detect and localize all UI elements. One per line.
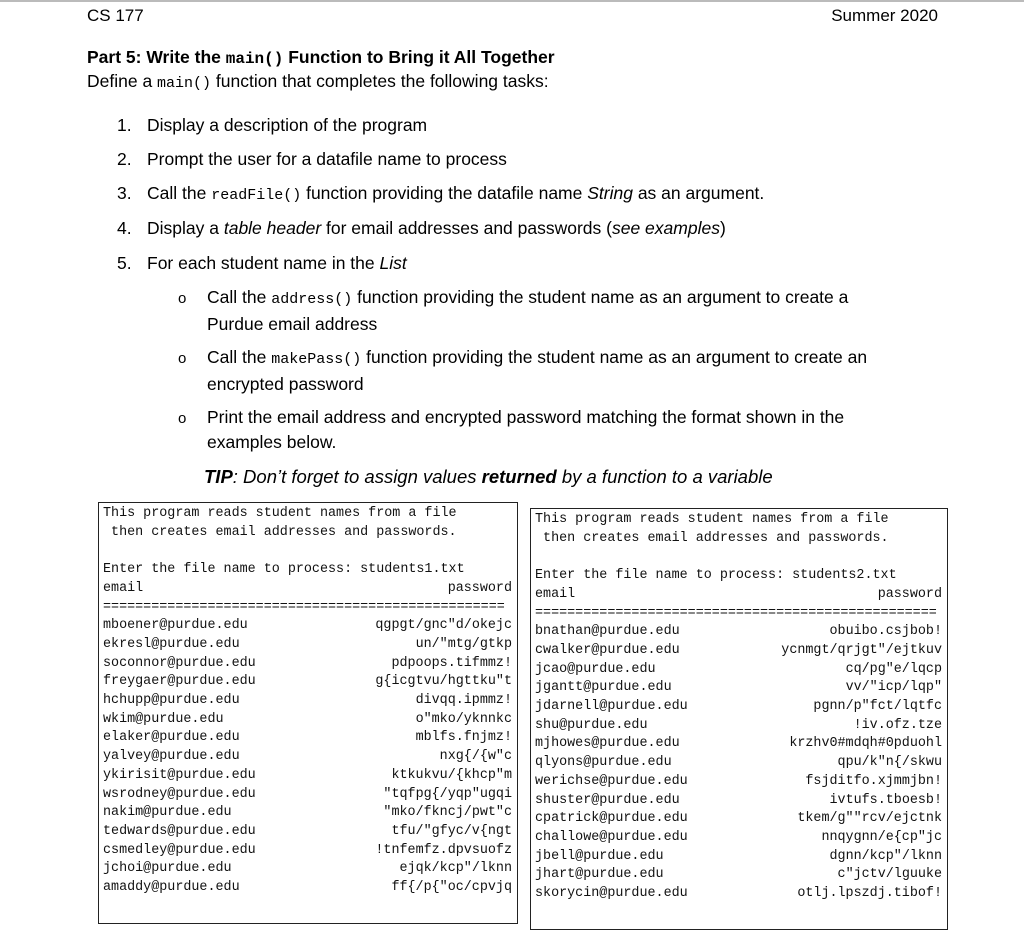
task-text (147, 253, 407, 274)
subtask-text: Print the email address and encrypted password matching the format shown in the examples below. (207, 407, 845, 452)
course-label: CS 177 (87, 6, 144, 25)
password-cell: obuibo.csjbob! (829, 624, 942, 640)
description-line: This program reads student names from a file (535, 512, 889, 527)
em: see examples (611, 218, 720, 238)
password-cell: pdpoops.tifmmz! (391, 655, 512, 671)
page-top-border (0, 0, 1024, 2)
email-cell: wsrodney@purdue.edu (103, 786, 256, 802)
task-number: 4. (117, 218, 132, 238)
task-text: Prompt the user for a datafile name to process (147, 149, 507, 169)
password-cell: tkem/g""rcv/ejctnk (797, 811, 942, 827)
task-number: 2. (117, 149, 132, 169)
heading-code: main() (225, 50, 284, 68)
password-cell: qpu/k"n{/skwu (837, 755, 942, 771)
example-output-2 (530, 508, 948, 930)
password-cell: dgnn/kcp"/lknn (829, 848, 942, 864)
t: for email addresses and passwords ( (321, 218, 612, 238)
t: : Don’t forget to assign values (232, 466, 482, 487)
t: For each student name in the (147, 253, 380, 273)
email-cell: mjhowes@purdue.edu (535, 736, 680, 752)
header-divider: ================================================== (103, 599, 505, 615)
t: function providing the datafile name (301, 183, 588, 203)
password-cell: mblfs.fnjmz! (415, 730, 512, 746)
email-cell: jbell@purdue.edu (535, 848, 664, 864)
password-cell: "mko/fkncj/pwt"c (383, 805, 512, 821)
password-cell: fsjditfo.xjmmjbn! (805, 773, 942, 789)
description-line: then creates email addresses and passwords. (535, 530, 889, 546)
em: List (379, 253, 407, 273)
task-text (147, 218, 726, 239)
tip-bold: returned (481, 466, 557, 487)
email-cell: cwalker@purdue.edu (535, 642, 680, 658)
column-header-password: password (877, 586, 942, 602)
email-cell: shu@purdue.edu (535, 717, 648, 733)
email-cell: bnathan@purdue.edu (535, 624, 680, 640)
password-cell: !tnfemfz.dpvsuofz (375, 842, 512, 858)
heading-text: Part 5: Write the (87, 47, 226, 67)
em: table header (223, 218, 322, 238)
password-cell: qgpgt/gnc"d/okejc (375, 618, 512, 634)
term-label: Summer 2020 (831, 6, 938, 25)
subtask-text (207, 345, 907, 397)
email-cell: skorycin@purdue.edu (535, 886, 688, 901)
email-cell: amaddy@purdue.edu (103, 880, 240, 895)
example-output-1 (98, 502, 518, 924)
email-cell: qlyons@purdue.edu (535, 755, 672, 771)
t: Call the (147, 183, 212, 203)
email-cell: jgantt@purdue.edu (535, 680, 672, 696)
email-cell: yalvey@purdue.edu (103, 749, 240, 765)
file-prompt: Enter the file name to process: students1.txt (103, 562, 465, 578)
task-number: 1. (117, 115, 132, 135)
email-cell: wkim@purdue.edu (103, 711, 224, 727)
code: readFile() (211, 187, 302, 204)
code: address() (271, 291, 353, 308)
section-heading (87, 47, 555, 68)
tip-label: TIP (204, 466, 233, 487)
t: by a function to a variable (556, 466, 773, 487)
em: String (587, 183, 633, 203)
password-cell: "tqfpg{/yqp"ugqi (383, 786, 512, 802)
password-cell: tfu/"gfyc/v{ngt (391, 823, 512, 839)
password-cell: !iv.ofz.tze (853, 717, 942, 733)
email-cell: challowe@purdue.edu (535, 829, 688, 845)
password-cell: divqq.ipmmz! (415, 693, 512, 708)
task-number: 5. (117, 253, 132, 273)
password-cell: ycnmgt/qrjgt"/ejtkuv (781, 642, 942, 658)
email-cell: cpatrick@purdue.edu (535, 811, 688, 827)
description-line: then creates email addresses and passwords. (103, 524, 457, 540)
intro-suffix: function that completes the following tasks: (211, 71, 549, 91)
bullet-icon: o (178, 410, 187, 427)
column-header-email: email (103, 580, 144, 596)
column-header-email: email (535, 586, 576, 602)
intro-code: main() (157, 75, 212, 92)
tip-text (204, 466, 773, 488)
t: function providing the student name as an argument to create an encrypted password (207, 347, 868, 394)
t: Call the (207, 347, 272, 367)
intro-prefix: Define a (87, 71, 158, 91)
password-cell: ktkukvu/{khcp"m (391, 767, 512, 783)
email-cell: jchoi@purdue.edu (103, 861, 232, 877)
t: Call the (207, 287, 272, 307)
code: makePass() (271, 351, 362, 368)
task-text: Display a description of the program (147, 115, 428, 135)
email-cell: elaker@purdue.edu (103, 730, 240, 746)
email-cell: ykirisit@purdue.edu (103, 767, 256, 783)
file-prompt: Enter the file name to process: students2.txt (535, 568, 897, 584)
task-text (147, 183, 764, 204)
password-cell: ejqk/kcp"/lknn (399, 861, 512, 877)
password-cell: un/"mtg/gtkp (415, 636, 512, 652)
password-cell: ivtufs.tboesb! (829, 792, 942, 808)
password-cell: c"jctv/lguuke (837, 867, 942, 883)
email-cell: shuster@purdue.edu (535, 792, 680, 808)
email-cell: tedwards@purdue.edu (103, 823, 256, 839)
bullet-icon: o (178, 290, 187, 307)
email-cell: jhart@purdue.edu (535, 867, 664, 883)
intro-text (87, 71, 549, 92)
email-cell: nakim@purdue.edu (103, 805, 232, 821)
email-cell: werichse@purdue.edu (535, 773, 688, 789)
email-cell: ekresl@purdue.edu (103, 636, 240, 652)
password-cell: otlj.lpszdj.tibof! (797, 886, 942, 901)
email-cell: soconnor@purdue.edu (103, 655, 256, 671)
password-cell: g{icgtvu/hgttku"t (375, 674, 512, 690)
subtask-text (207, 285, 907, 337)
t: ) (719, 218, 726, 238)
password-cell: krzhv0#mdqh#0pduohl (789, 736, 942, 752)
password-cell: nnqygnn/e{cp"jc (821, 829, 942, 845)
bullet-icon: o (178, 350, 187, 367)
password-cell: o"mko/yknnkc (415, 711, 512, 727)
heading-text-2: Function to Bring it All Together (283, 47, 555, 67)
email-cell: jcao@purdue.edu (535, 661, 656, 677)
header-divider: ================================================== (535, 605, 937, 621)
email-cell: freygaer@purdue.edu (103, 674, 256, 690)
t: function providing the student name as an argument to create a Purdue email address (207, 287, 849, 334)
t: Display a (147, 218, 224, 238)
email-cell: hchupp@purdue.edu (103, 693, 240, 708)
t: as an argument. (632, 183, 765, 203)
password-cell: vv/"icp/lqp" (845, 680, 942, 696)
password-cell: cq/pg"e/lqcp (845, 661, 942, 677)
password-cell: nxg{/{w"c (439, 749, 512, 765)
email-cell: csmedley@purdue.edu (103, 842, 256, 858)
column-header-password: password (447, 580, 512, 596)
description-line: This program reads student names from a file (103, 506, 457, 521)
email-cell: jdarnell@purdue.edu (535, 699, 688, 714)
password-cell: ff{/p{"oc/cpvjq (391, 880, 512, 895)
task-number: 3. (117, 183, 132, 203)
password-cell: pgnn/p"fct/lqtfc (813, 699, 942, 714)
email-cell: mboener@purdue.edu (103, 618, 248, 634)
